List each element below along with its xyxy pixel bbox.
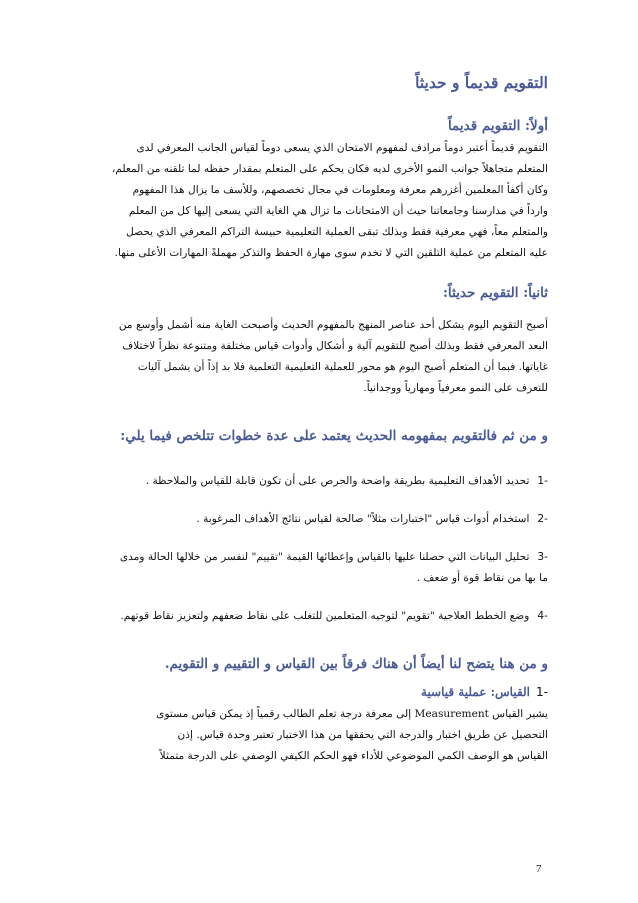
step-text: تحديد الأهداف التعليمية بطريقة واضحة والحرص على أن تكون قابلة للقياس والملاحظة . <box>145 475 530 487</box>
paragraph-line: التحصيل عن طريق اختبار والدرجة التي يحققها من هذا الاختبار تعتبر وحدة قياس. إذن <box>177 729 548 741</box>
steps-heading: و من ثم فالتقويم بمفهومه الحديث يعتمد على عدة خطوات تتلخص فيما يلي: <box>120 428 548 444</box>
step-number: -3 <box>537 551 548 563</box>
paragraph-line: التقويم قديماً أعتبر دوماً مرادف لمفهوم الامتحان الذي يسعى دوماً لقياس الجانب المعرفي لدى <box>136 142 548 154</box>
item-number: -1 <box>536 685 548 699</box>
measurement-label-rest: عملية قياسية <box>420 685 487 699</box>
step-item <box>92 509 548 530</box>
paragraph-line: والمتعلم معاً، فهي معرفية فقط وبذلك تبقى العملية التعليمية حبيسة التراكم المعرفي الذي يحصل <box>126 226 548 238</box>
section1-heading: أولاً: التقويم قديماً <box>447 118 548 134</box>
paragraph-line: للتعرف على النمو معرفياً ومهارياً ووجدانياً. <box>363 382 548 394</box>
paragraph-line: يشير القياس Measurement إلى معرفة درجة تعلم الطالب رقمياً إذ يمكن قياس مستوى <box>156 708 548 720</box>
section2-heading: ثانياً: التقويم حديثاً: <box>442 285 548 301</box>
measurement-heading <box>92 683 548 701</box>
paragraph-line: عليه المتعلم من عملية التلقين التي لا تخدم سوى مهارة الحفظ والتذكر مهملةً المهارات الأعلى منها. <box>114 247 548 259</box>
step-text: وضع الخطط العلاجية "تقويم" لتوجيه المتعلمين للتغلب على نقاط ضعفهم ولتعزيز نقاط قوتهم. <box>120 610 530 622</box>
document-page <box>92 0 548 903</box>
step-item <box>92 471 548 492</box>
paragraph-line: البعد المعرفي فقط وبذلك أصبح للتقويم آلية و أشكال وأدوات قياس مختلفة ومتنوعة نظراً لاختلاف <box>122 340 548 352</box>
step-number: -1 <box>537 475 548 487</box>
difference-heading: و من هنا يتضح لنا أيضاً أن هناك فرقاً بين القياس و التقييم و التقويم. <box>164 656 548 672</box>
page-number: 7 <box>536 863 542 875</box>
paragraph-line: غاياتها. فبما أن المتعلم أصبح اليوم هو محور للعملية التعليمية التعلمية فلا بد إذاً أن يشمل آليات <box>137 361 548 373</box>
step-number: -4 <box>537 610 548 622</box>
step-item <box>92 547 548 589</box>
step-text: استخدام أدوات قياس "اختبارات مثلاً" صالحة لقياس نتائج الأهداف المرغوبة . <box>196 513 530 525</box>
section1-paragraph <box>92 138 548 264</box>
measurement-paragraph <box>92 704 548 767</box>
step-number: -2 <box>537 513 548 525</box>
paragraph-line: أصبح التقويم اليوم يشكل أحد عناصر المنهج بالمفهوم الحديث وأصبحت الغاية منه أشمل وأوسع من <box>118 319 548 331</box>
step-text: ما بها من نقاط قوة أو ضعف . <box>416 572 548 584</box>
paragraph-line: المتعلم متجاهلاً جوانب النمو الأخرى لديه فكان يحكم على المتعلم بمقدار حفظه لما تلقنه من المعلم، <box>111 163 548 175</box>
step-item <box>92 606 548 627</box>
paragraph-line: وارداً في مدارسنا وجامعاتنا حيث أن الامتحانات ما تزال هي الغاية التي يسعى إليها كل من المعلم <box>128 205 548 217</box>
section2-paragraph <box>92 315 548 399</box>
paragraph-line: وكان أكفأ المعلمين أغزرهم معرفة ومعلومات في مجال تخصصهم، وللأسف ما يزال هذا المفهوم <box>132 184 548 196</box>
measurement-label: القياس: <box>490 685 531 699</box>
document-title: التقويم قديماً و حديثاً <box>415 73 548 92</box>
step-text: تحليل البيانات التي حصلنا عليها بالقياس وإعطائها القيمة "تقييم" لنفسر من خلالها الحالة ومدى <box>119 551 530 563</box>
paragraph-line: القياس هو الوصف الكمي الموضوعي للأداء فهو الحكم الكيفي الوصفي على الدرجة متمثلاً <box>159 750 548 762</box>
